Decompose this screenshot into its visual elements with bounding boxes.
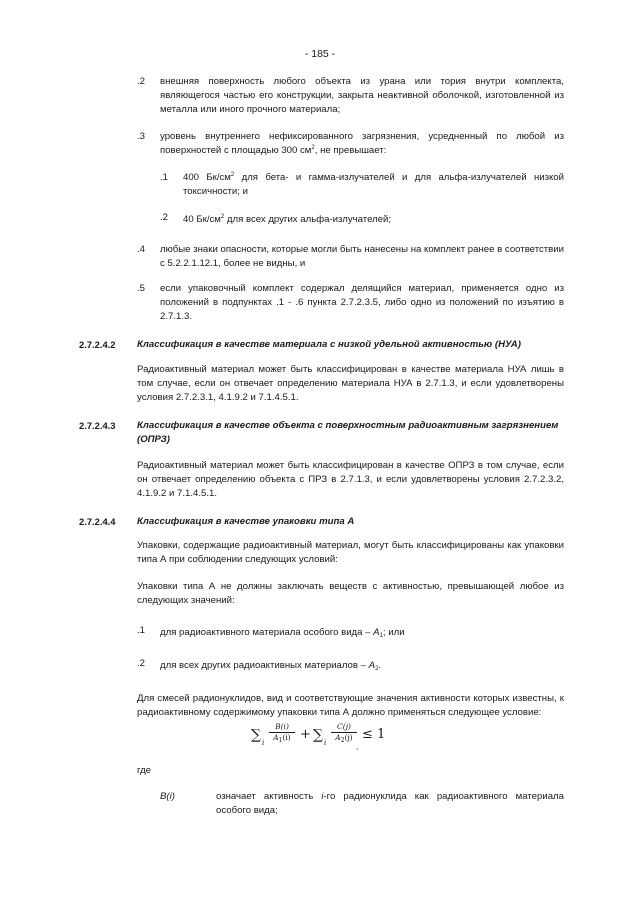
subitem-text: 40 $Бк/см^2$ для всех других альфа-излучателей;	[183, 214, 392, 225]
item-number: .3	[137, 131, 146, 142]
subitem-text: 400 $Бк/см^2$ для бета- и гамма-излучателей и для альфа-излучателей низкой токсичности; и	[183, 172, 564, 197]
section-number: 2.7.2.4.2	[79, 339, 116, 350]
subitem-number: .1	[137, 625, 146, 636]
formula-comma: ,	[356, 742, 359, 751]
mixture-paragraph: Для смесей радионуклидов, вид и соответствующие значения активности которых известны, к радиоактивному содержимому упаковки типа А должно применяться следующее условие:	[137, 693, 564, 718]
section-title: Классификация в качестве упаковки типа А	[137, 516, 355, 527]
subitem-number: .2	[137, 658, 146, 669]
section-body: Упаковки типа А не должны заключать веществ с активностью, превышающей любое из следующих значений:	[137, 581, 564, 606]
page-number: - 185 -	[304, 48, 336, 60]
sum-symbol: ∑	[313, 727, 323, 743]
subitem-number: .1	[160, 172, 169, 183]
definition-term: B(i)	[160, 791, 175, 802]
section-title: Классификация в качестве объекта с поверхностным радиоактивным загрязнением (ОПРЗ)	[137, 420, 559, 445]
definition-text: означает активность i-го радионуклида как радиоактивного материала особого вида;	[216, 791, 564, 816]
item-number: .4	[137, 244, 146, 255]
where-label: где	[137, 765, 152, 776]
item-number: .2	[137, 76, 146, 87]
activity-formula: ∑ i B(i) $A_1(i)$ + ∑ i C(j) $A_2(j)$ ≤ 1	[251, 722, 386, 747]
section-body: Радиоактивный материал может быть классифицирован в качестве материала НУА лишь в том случае, если он отвечает определению материала НУА в 2.7.1.3, и если удовлетворены условия 2.7.2.3.1, 4.1.9.2 и 7.1.4.5.1.	[137, 364, 564, 403]
subitem-text: для всех других радиоактивных материалов – $A_2$.	[160, 660, 382, 672]
section-body: Упаковки, содержащие радиоактивный материал, могут быть классифицированы как упаковки типа А при соблюдении следующих условий:	[137, 540, 564, 565]
item-text: внешняя поверхность любого объекта из урана или тория внутри комплекта, являющегося частью его конструкции, закрыта неактивной оболочкой, изготовленной из металла или иного прочного материала;	[160, 76, 564, 115]
sum-symbol: ∑	[251, 727, 261, 743]
item-text: если упаковочный комплект содержал делящийся материал, применяется одно из положений в подпунктах .1 - .6 пункта 2.7.2.3.5, либо одно из положений по изъятию в 2.7.1.3.	[160, 283, 564, 322]
item-number: .5	[137, 283, 146, 294]
section-title: Классификация в качестве материала с низкой удельной активностью (НУА)	[137, 339, 521, 350]
section-number: 2.7.2.4.3	[79, 420, 116, 431]
item-text: любые знаки опасности, которые могли быть нанесены на комплект ранее в соответствии с 5.2.2.1.12.1, более не видны, и	[160, 244, 564, 269]
item-text: уровень внутреннего нефиксированного загрязнения, усредненный по любой из поверхностей с площадью 300 $см^2$, не превышает:	[160, 131, 564, 156]
section-body: Радиоактивный материал может быть классифицирован в качестве ОПРЗ в том случае, если он отвечает определению объекта с ПРЗ в 2.7.1.3, и если удовлетворены условия 2.7.2.3.2, 4.1.9.2 и 7.1.4.5.1.	[137, 460, 564, 499]
subitem-text: для радиоактивного материала особого вида – $A_1$; или	[160, 627, 405, 639]
section-number: 2.7.2.4.4	[79, 516, 116, 527]
subitem-number: .2	[160, 212, 169, 223]
